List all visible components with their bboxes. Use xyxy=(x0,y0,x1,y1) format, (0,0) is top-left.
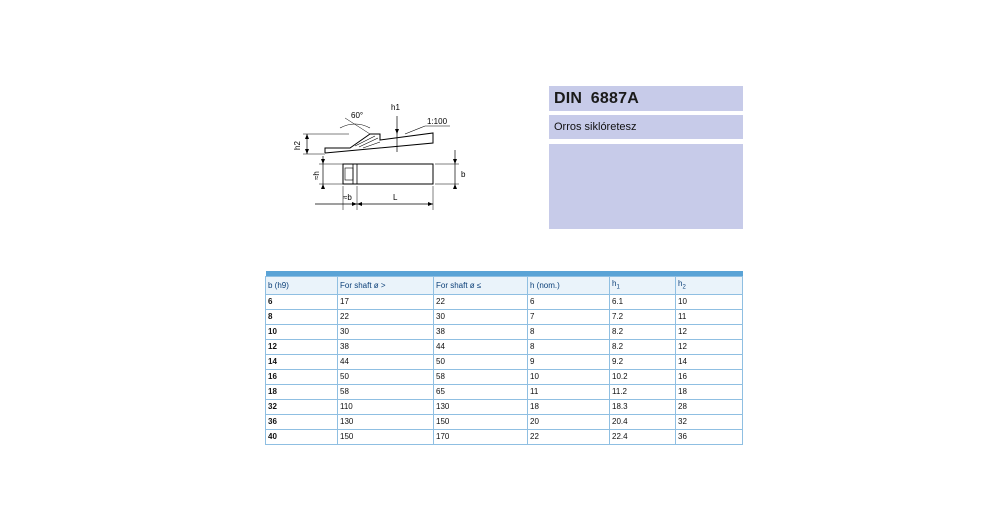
table-cell: 22 xyxy=(338,309,434,324)
table-cell: 14 xyxy=(676,354,743,369)
table-cell: 38 xyxy=(434,324,528,339)
table-cell: 50 xyxy=(434,354,528,369)
table-cell: 9 xyxy=(528,354,610,369)
table-cell: 6 xyxy=(528,294,610,309)
table-cell: 10 xyxy=(676,294,743,309)
length-label: L xyxy=(393,193,398,202)
table-cell: 130 xyxy=(338,414,434,429)
table-cell: 58 xyxy=(338,384,434,399)
table-cell: 170 xyxy=(434,429,528,444)
table-cell: 18.3 xyxy=(610,399,676,414)
table-cell: 44 xyxy=(434,339,528,354)
h1-label: h1 xyxy=(391,103,400,112)
table-cell: 28 xyxy=(676,399,743,414)
table-cell: 12 xyxy=(266,339,338,354)
key-plan-outline xyxy=(343,164,433,184)
table-cell: 38 xyxy=(338,339,434,354)
table-cell: 10 xyxy=(528,369,610,384)
table-row xyxy=(266,369,743,384)
table-cell: 110 xyxy=(338,399,434,414)
table-cell: 20.4 xyxy=(610,414,676,429)
column-header: h (nom.) xyxy=(528,277,610,295)
table-row xyxy=(266,399,743,414)
table-cell: 50 xyxy=(338,369,434,384)
table-cell: 22.4 xyxy=(610,429,676,444)
table-cell: 32 xyxy=(676,414,743,429)
table-cell: 20 xyxy=(528,414,610,429)
table-cell: 6 xyxy=(266,294,338,309)
table-cell: 150 xyxy=(338,429,434,444)
h2-label: h2 xyxy=(293,141,302,150)
table-cell: 7.2 xyxy=(610,309,676,324)
table-cell: 30 xyxy=(434,309,528,324)
angle-label: 60° xyxy=(351,111,364,120)
table-cell: 16 xyxy=(266,369,338,384)
table-cell: 58 xyxy=(434,369,528,384)
table-row xyxy=(266,384,743,399)
b-bottom-label: ≈b xyxy=(343,193,352,202)
table-cell: 40 xyxy=(266,429,338,444)
table-cell: 8.2 xyxy=(610,324,676,339)
ratio-label: 1:100 xyxy=(427,117,448,126)
table-row xyxy=(266,414,743,429)
table-cell: 18 xyxy=(528,399,610,414)
table-cell: 8 xyxy=(528,324,610,339)
table-cell: 8 xyxy=(528,339,610,354)
table-row xyxy=(266,354,743,369)
table-cell: 150 xyxy=(434,414,528,429)
standard-subtitle: Orros siklóretesz xyxy=(554,121,637,133)
table-header-row xyxy=(266,277,743,295)
column-header: For shaft ø > xyxy=(338,277,434,295)
title-panel xyxy=(549,86,743,111)
table-cell: 65 xyxy=(434,384,528,399)
table-cell: 11 xyxy=(528,384,610,399)
table-cell: 17 xyxy=(338,294,434,309)
spec-table xyxy=(265,271,743,445)
column-header: $h_1$ xyxy=(610,277,676,295)
table-cell: 130 xyxy=(434,399,528,414)
column-header: b (h9) xyxy=(266,277,338,295)
column-header: For shaft ø ≤ xyxy=(434,277,528,295)
column-header: $h_2$ xyxy=(676,277,743,295)
table-cell: 10.2 xyxy=(610,369,676,384)
table-cell: 6.1 xyxy=(610,294,676,309)
table-cell: 12 xyxy=(676,339,743,354)
table-cell: 11.2 xyxy=(610,384,676,399)
table-row xyxy=(266,429,743,444)
technical-drawing xyxy=(285,98,485,218)
table-cell: 8.2 xyxy=(610,339,676,354)
h-label: ≈h xyxy=(312,171,321,180)
blank-panel xyxy=(549,144,743,229)
b-side-label: b xyxy=(461,170,466,179)
key-side-outline xyxy=(325,133,433,153)
table-cell: 12 xyxy=(676,324,743,339)
table-cell: 14 xyxy=(266,354,338,369)
table-row xyxy=(266,339,743,354)
standard-title: DIN 6887A xyxy=(554,90,639,107)
table-cell: 16 xyxy=(676,369,743,384)
table-cell: 44 xyxy=(338,354,434,369)
table-cell: 22 xyxy=(528,429,610,444)
table-row xyxy=(266,294,743,309)
table-cell: 9.2 xyxy=(610,354,676,369)
table-cell: 7 xyxy=(528,309,610,324)
table-cell: 8 xyxy=(266,309,338,324)
table-cell: 36 xyxy=(676,429,743,444)
table-cell: 30 xyxy=(338,324,434,339)
table-cell: 22 xyxy=(434,294,528,309)
table-cell: 18 xyxy=(266,384,338,399)
gib-head-key-drawing xyxy=(285,98,485,218)
table-cell: 18 xyxy=(676,384,743,399)
table-cell: 36 xyxy=(266,414,338,429)
table-row xyxy=(266,309,743,324)
table-row xyxy=(266,324,743,339)
table-cell: 10 xyxy=(266,324,338,339)
table-cell: 32 xyxy=(266,399,338,414)
table-cell: 11 xyxy=(676,309,743,324)
subtitle-panel xyxy=(549,115,743,139)
